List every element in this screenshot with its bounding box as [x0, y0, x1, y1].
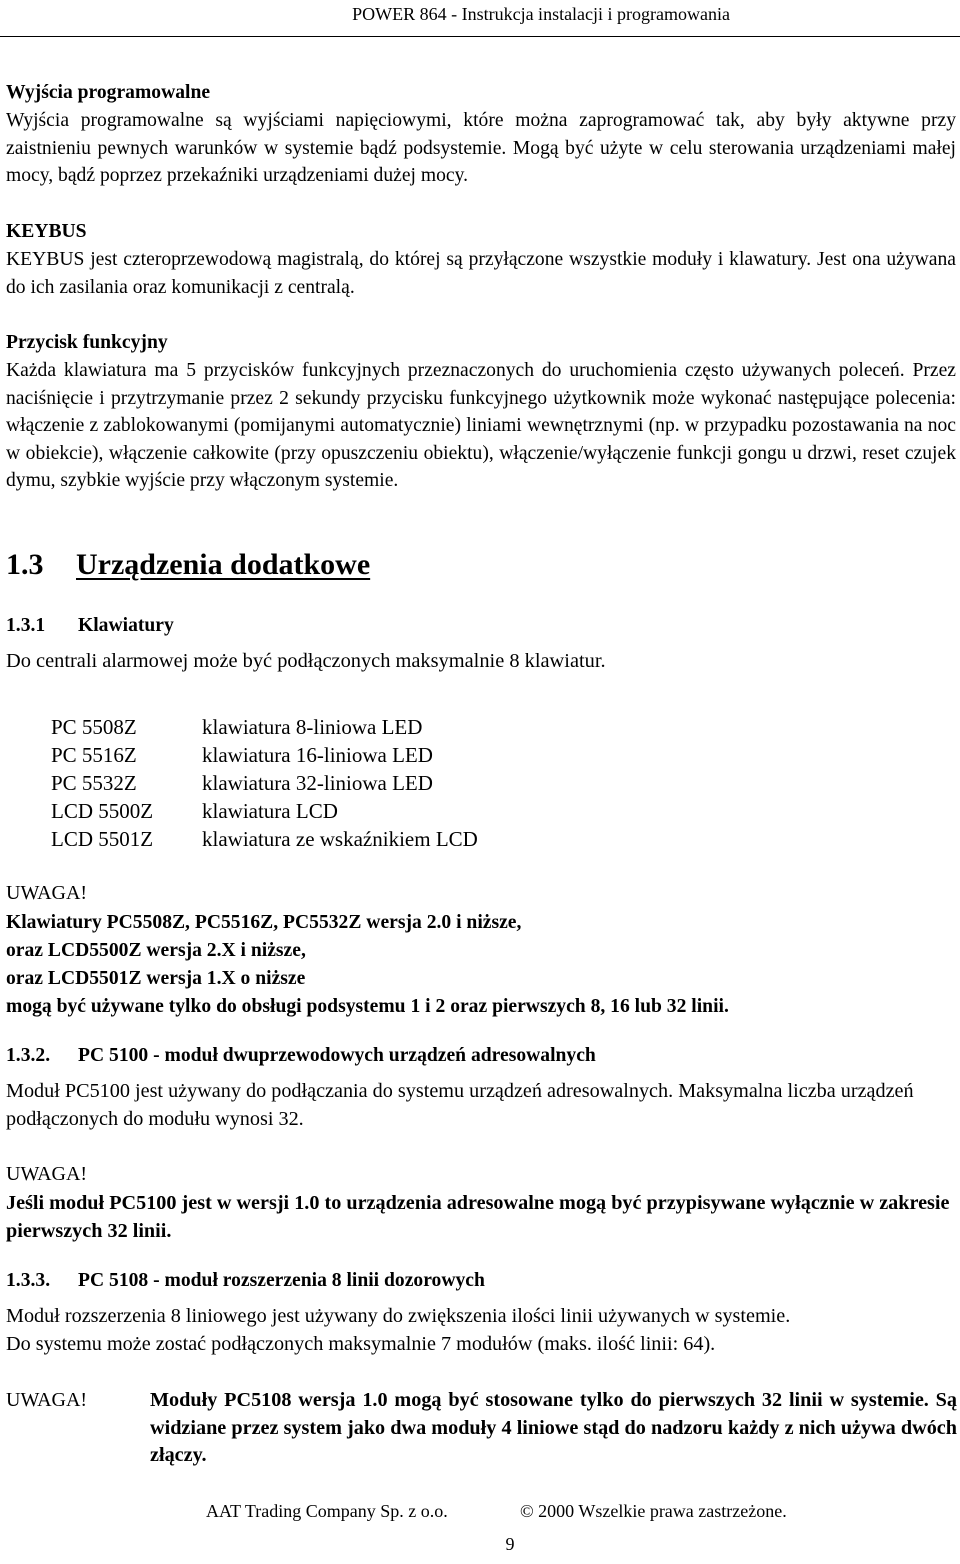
keyboard-model-list [51, 713, 478, 853]
list-item [51, 769, 478, 797]
chapter-number: 1.3 [6, 548, 44, 581]
warning-label-klawiatury: UWAGA! [6, 882, 88, 904]
paragraph-wyjscia: Wyjścia programowalne są wyjściami napięciowymi, które można zaprogramować tak, aby były aktywne przy zaistnieniu pewnych warunków w systemie bądź podsystemie. Mogą być użyte w celu sterowania urządzeniami małej mocy, bądź poprzez przekaźniki urządzeniami dużej mocy. [6, 110, 956, 187]
model-code: PC 5516Z [51, 743, 137, 767]
subsection-number: 1.3.1 [6, 615, 46, 636]
warning-label-pc5100: UWAGA! [6, 1163, 88, 1185]
subsection-number: 1.3.3. [6, 1270, 51, 1291]
subsection-title: PC 5108 - moduł rozszerzenia 8 linii dozorowych [78, 1270, 485, 1291]
section-heading-keybus: KEYBUS [6, 221, 87, 242]
footer-copyright: © 2000 Wszelkie prawa zastrzeżone. [520, 1501, 787, 1521]
list-item [51, 713, 478, 741]
paragraph-pc5100: Moduł PC5100 jest używany do podłączania do systemu urządzeń adresowalnych. Maksymalna liczba urządzeń podłączonych do modułu wynosi 32. [6, 1080, 914, 1130]
model-description: klawiatura ze wskaźnikiem LCD [202, 827, 478, 851]
warning-line: mogą być używane tylko do obsługi podsystemu 1 i 2 oraz pierwszych 8, 16 lub 32 linii. [6, 996, 729, 1017]
subsection-title: Klawiatury [78, 615, 174, 636]
model-description: klawiatura 32-liniowa LED [202, 771, 433, 795]
header-rule [0, 36, 960, 37]
model-code: PC 5508Z [51, 715, 137, 739]
subsection-title: PC 5100 - moduł dwuprzewodowych urządzeń adresowalnych [78, 1045, 596, 1066]
section-heading-przycisk: Przycisk funkcyjny [6, 332, 168, 353]
model-code: LCD 5500Z [51, 799, 154, 823]
warning-line: oraz LCD5501Z wersja 1.X o niższe [6, 968, 306, 989]
model-description: klawiatura 8-liniowa LED [202, 715, 423, 739]
subsection-heading-klawiatury [6, 615, 174, 637]
subsection-heading-pc5108 [6, 1270, 485, 1292]
paragraph-pc5108-line2: Do systemu może zostać podłączonych maksymalnie 7 modułów (maks. ilość linii: 64). [6, 1333, 716, 1355]
page-header: POWER 864 - Instrukcja instalacji i programowania [352, 4, 730, 24]
paragraph-klawiatury-intro: Do centrali alarmowej może być podłączonych maksymalnie 8 klawiatur. [6, 650, 606, 672]
paragraph-pc5108-line1: Moduł rozszerzenia 8 liniowego jest używany do zwiększenia ilości linii używanych w systemie. [6, 1305, 791, 1327]
footer-company: AAT Trading Company Sp. z o.o. [206, 1501, 448, 1521]
list-item [51, 797, 478, 825]
paragraph-keybus: KEYBUS jest czteroprzewodową magistralą, do której są przyłączone wszystkie moduły i klawatury. Jest ona używana do ich zasilania oraz komunikacji z centralą. [6, 249, 956, 298]
warning-line: oraz LCD5500Z wersja 2.X i niższe, [6, 940, 306, 961]
model-code: PC 5532Z [51, 771, 137, 795]
chapter-title: Urządzenia dodatkowe [76, 548, 371, 581]
warning-text-pc5100: Jeśli moduł PC5100 jest w wersji 1.0 to urządzenia adresowalne mogą być przypisywane wyłącznie w zakresie pierwszych 32 linii. [6, 1192, 950, 1242]
list-item [51, 741, 478, 769]
page-number: 9 [505, 1534, 515, 1554]
subsection-heading-pc5100 [6, 1045, 596, 1067]
subsection-number: 1.3.2. [6, 1045, 51, 1066]
model-description: klawiatura LCD [202, 799, 338, 823]
section-heading-wyjscia: Wyjścia programowalne [6, 82, 211, 103]
model-description: klawiatura 16-liniowa LED [202, 743, 433, 767]
paragraph-przycisk: Każda klawiatura ma 5 przycisków funkcyjnych przeznaczonych do uruchomienia często używanych poleceń. Przez naciśnięcie i przytrzymanie przez 2 sekundy przycisku funkcyjnego użytkownik może wykonać następujące polecenia: włączenie z zablokowanymi (pomijanymi automatycznie) liniami wewnętrznymi (np. w przypadku pozostawania na noc w obiekcie), włączenie całkowite (przy opuszczeniu obiektu), włączenie/wyłączenie funkcji gongu u drzwi, reset czujek dymu, szybkie wyjście przy włączonym systemie. [6, 360, 956, 492]
list-item [51, 825, 478, 853]
chapter-heading-urzadzenia [6, 548, 370, 582]
warning-line: Klawiatury PC5508Z, PC5516Z, PC5532Z wersja 2.0 i niższe, [6, 912, 522, 933]
warning-text-pc5108: Moduły PC5108 wersja 1.0 mogą być stosowane tylko do pierwszych 32 linii w systemie. Są widziane przez system jako dwa moduły 4 liniowe stąd do nadzoru każdy z nich używa dwóch złączy. [150, 1389, 957, 1467]
model-code: LCD 5501Z [51, 827, 154, 851]
warning-label-pc5108: UWAGA! [6, 1389, 88, 1411]
